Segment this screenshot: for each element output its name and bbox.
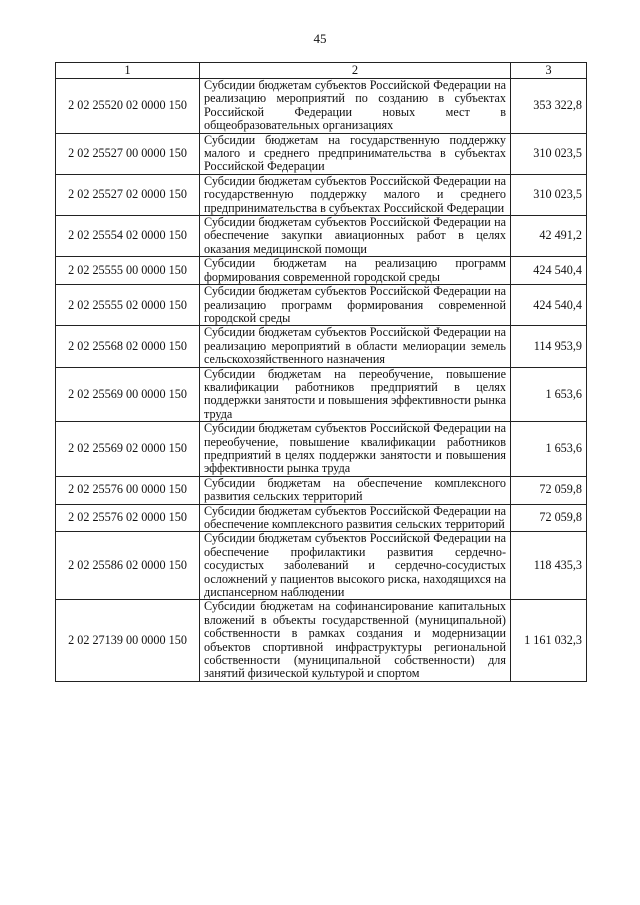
row-code: 2 02 25568 02 0000 150	[56, 326, 200, 367]
table-row	[56, 174, 587, 215]
row-description: Субсидии бюджетам на софинансирование капитальных вложений в объекты государственной (муниципальной) собственности в рамках создания и модернизации объектов спортивной инфраструктуры региональной собственности (муниципальной собственности) для занятий физической культурой и спортом	[200, 600, 511, 681]
row-amount: 424 540,4	[511, 285, 587, 326]
table-row	[56, 422, 587, 477]
row-code: 2 02 25586 02 0000 150	[56, 532, 200, 600]
table-row	[56, 326, 587, 367]
row-description: Субсидии бюджетам субъектов Российской Федерации на обеспечение комплексного развития сельских территорий	[200, 504, 511, 532]
row-code: 2 02 25554 02 0000 150	[56, 216, 200, 257]
table-row	[56, 504, 587, 532]
table-row	[56, 257, 587, 285]
row-description: Субсидии бюджетам на обеспечение комплексного развития сельских территорий	[200, 476, 511, 504]
table-row	[56, 367, 587, 422]
row-amount: 310 023,5	[511, 174, 587, 215]
row-amount: 310 023,5	[511, 133, 587, 174]
row-description: Субсидии бюджетам субъектов Российской Федерации на реализацию мероприятий в области мелиорации земель сельскохозяйственного назначения	[200, 326, 511, 367]
row-amount: 353 322,8	[511, 79, 587, 134]
row-amount: 114 953,9	[511, 326, 587, 367]
row-code: 2 02 25576 02 0000 150	[56, 504, 200, 532]
row-code: 2 02 25555 00 0000 150	[56, 257, 200, 285]
row-code: 2 02 25527 02 0000 150	[56, 174, 200, 215]
row-amount: 1 653,6	[511, 422, 587, 477]
row-code: 2 02 25520 02 0000 150	[56, 79, 200, 134]
table-row	[56, 216, 587, 257]
table-row	[56, 600, 587, 681]
row-amount: 72 059,8	[511, 504, 587, 532]
row-description: Субсидии бюджетам на государственную поддержку малого и среднего предпринимательства в субъектах Российской Федерации	[200, 133, 511, 174]
row-code: 2 02 25569 02 0000 150	[56, 422, 200, 477]
row-description: Субсидии бюджетам субъектов Российской Федерации на переобучение, повышение квалификации работников предприятий в целях поддержки занятости и повышения эффективности рынка труда	[200, 422, 511, 477]
row-description: Субсидии бюджетам на реализацию программ формирования современной городской среды	[200, 257, 511, 285]
row-amount: 118 435,3	[511, 532, 587, 600]
row-code: 2 02 27139 00 0000 150	[56, 600, 200, 681]
row-description: Субсидии бюджетам субъектов Российской Федерации на реализацию программ формирования современной городской среды	[200, 285, 511, 326]
page-number: 45	[313, 31, 327, 46]
row-description: Субсидии бюджетам субъектов Российской Федерации на государственную поддержку малого и среднего предпринимательства в субъектах Российской Федерации	[200, 174, 511, 215]
table-row	[56, 285, 587, 326]
table-row	[56, 133, 587, 174]
row-description: Субсидии бюджетам субъектов Российской Федерации на реализацию мероприятий по созданию в субъектах Российской Федерации новых мест в общеобразовательных организациях	[200, 79, 511, 134]
row-code: 2 02 25555 02 0000 150	[56, 285, 200, 326]
table-header-row	[56, 63, 587, 79]
table-row	[56, 532, 587, 600]
row-amount: 72 059,8	[511, 476, 587, 504]
column-header-code: 1	[56, 63, 200, 79]
table-row	[56, 79, 587, 134]
column-header-amount: 3	[511, 63, 587, 79]
row-code: 2 02 25527 00 0000 150	[56, 133, 200, 174]
column-header-description: 2	[200, 63, 511, 79]
row-description: Субсидии бюджетам субъектов Российской Федерации на обеспечение профилактики развития сердечно-сосудистых заболеваний и сердечно-сосудистых осложнений у пациентов высокого риска, находящихся на диспансерном наблюдении	[200, 532, 511, 600]
row-code: 2 02 25576 00 0000 150	[56, 476, 200, 504]
row-amount: 424 540,4	[511, 257, 587, 285]
table-row	[56, 476, 587, 504]
revenue-table	[55, 62, 587, 682]
row-amount: 42 491,2	[511, 216, 587, 257]
row-description: Субсидии бюджетам субъектов Российской Федерации на обеспечение закупки авиационных работ в целях оказания медицинской помощи	[200, 216, 511, 257]
row-description: Субсидии бюджетам на переобучение, повышение квалификации работников предприятий в целях поддержки занятости и повышения эффективности рынка труда	[200, 367, 511, 422]
row-code: 2 02 25569 00 0000 150	[56, 367, 200, 422]
row-amount: 1 161 032,3	[511, 600, 587, 681]
row-amount: 1 653,6	[511, 367, 587, 422]
